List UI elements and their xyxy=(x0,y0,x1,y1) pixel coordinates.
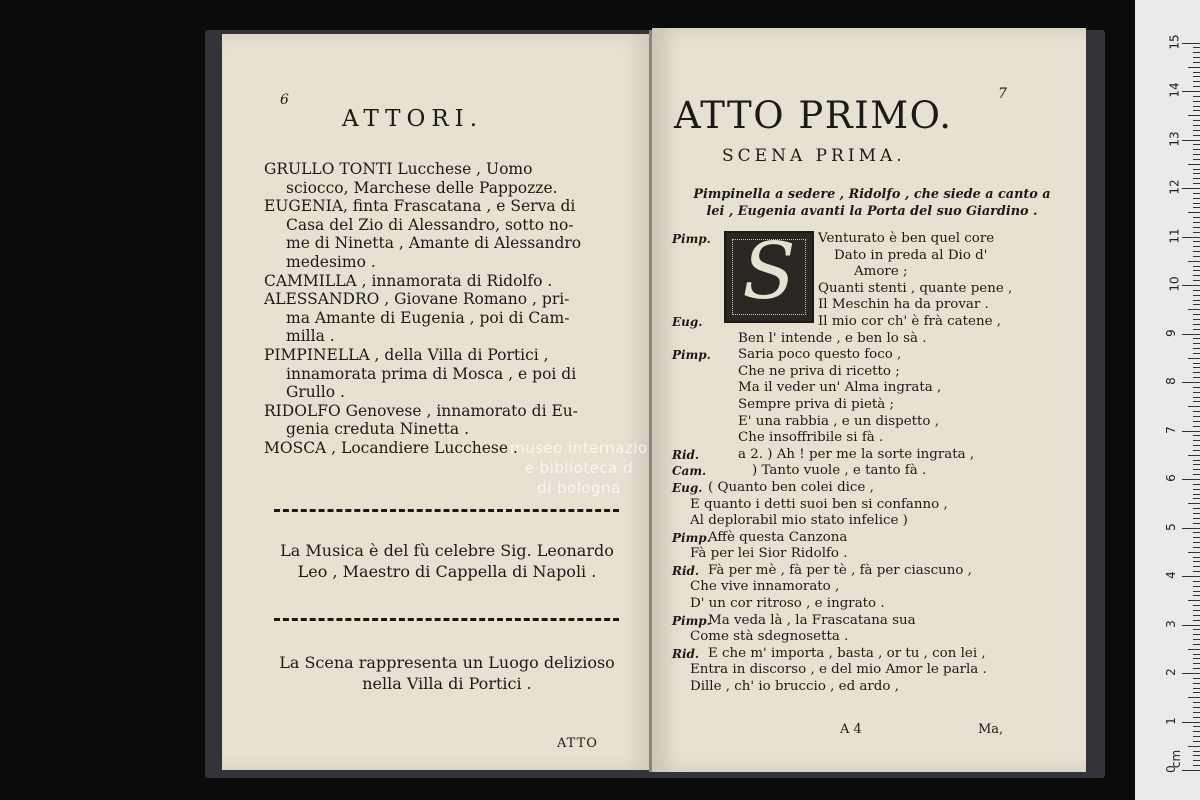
ruler-tick xyxy=(1188,164,1200,165)
ruler-tick xyxy=(1193,241,1200,242)
ruler-tick xyxy=(1193,702,1200,703)
ruler-tick xyxy=(1188,649,1200,650)
dialogue-line xyxy=(672,430,1072,447)
ruler-label: 14 xyxy=(1167,82,1182,98)
ruler-tick xyxy=(1193,426,1200,427)
ruler-tick xyxy=(1193,717,1200,718)
music-note-line: La Musica è del fù celebre Sig. Leonardo xyxy=(280,541,614,560)
ruler-tick xyxy=(1193,435,1200,436)
verse-text: Al deplorabil mio stato infelice ) xyxy=(690,513,908,529)
ruler-tick xyxy=(1193,658,1200,659)
cast-entry xyxy=(264,197,624,271)
measurement-ruler xyxy=(1135,0,1200,800)
ruler-tick xyxy=(1193,484,1200,485)
ruler-label: 8 xyxy=(1163,377,1178,385)
speaker-label: Rid. xyxy=(672,646,700,661)
ruler-tick xyxy=(1193,489,1200,490)
ruler-tick xyxy=(1193,692,1200,693)
verse-text: a 2. ) Ah ! per me la sorte ingrata , xyxy=(738,446,975,462)
ruler-tick xyxy=(1193,561,1200,562)
speaker-label xyxy=(672,380,738,397)
verse-text: Saria poco questo foco , xyxy=(738,347,902,363)
speaker-label: Eug. xyxy=(672,314,703,329)
ruler-tick xyxy=(1193,445,1200,446)
ruler-tick xyxy=(1193,173,1200,174)
ruler-tick xyxy=(1193,557,1200,558)
ruler-tick xyxy=(1193,72,1200,73)
ruler-label: 0 xyxy=(1163,765,1178,773)
ruler-tick xyxy=(1193,304,1200,305)
ruler-tick xyxy=(1193,57,1200,58)
ruler-tick xyxy=(1193,494,1200,495)
ruler-tick xyxy=(1193,629,1200,630)
ruler-tick xyxy=(1182,188,1200,189)
ruler-tick xyxy=(1193,726,1200,727)
ruler-tick xyxy=(1193,668,1200,669)
ruler-tick xyxy=(1193,663,1200,664)
ruler-tick xyxy=(1193,644,1200,645)
dialogue-line xyxy=(672,447,1072,464)
ruler-tick xyxy=(1193,464,1200,465)
verse-text: Quanti stenti , quante pene , xyxy=(818,280,1013,296)
speaker-label xyxy=(672,264,738,281)
cast-line: EUGENIA, finta Frascatana , e Serva di xyxy=(264,197,576,216)
dialogue-line xyxy=(672,613,1072,630)
cast-heading: ATTORI. xyxy=(342,106,484,132)
ruler-tick xyxy=(1188,261,1200,262)
verse-text: Ma il veder un' Alma ingrata , xyxy=(738,380,942,396)
speaker-label xyxy=(672,397,738,414)
ruler-tick xyxy=(1193,270,1200,271)
ruler-tick xyxy=(1182,722,1200,723)
verse-text: Amore ; xyxy=(854,264,908,280)
page-number-right: 7 xyxy=(998,86,1007,102)
catchword-left: ATTO xyxy=(557,736,598,751)
ruler-tick xyxy=(1193,154,1200,155)
watermark-line: museo internazio xyxy=(510,439,648,457)
ruler-label: 3 xyxy=(1163,619,1178,628)
cast-line: ALESSANDRO , Giovane Romano , pri- xyxy=(264,290,570,309)
ruler-tick xyxy=(1182,237,1200,238)
ruler-tick xyxy=(1193,183,1200,184)
speaker-label: Cam. xyxy=(672,464,707,479)
ruler-tick xyxy=(1193,348,1200,349)
ruler-tick xyxy=(1193,52,1200,53)
cast-entry xyxy=(264,290,624,346)
stage-direction-line: lei , Eugenia avanti la Porta del suo Giardino . xyxy=(706,204,1038,219)
watermark xyxy=(510,438,648,498)
speaker-label xyxy=(672,364,738,381)
ruler-tick xyxy=(1193,707,1200,708)
ruler-label: 9 xyxy=(1163,328,1178,337)
ruler-tick xyxy=(1193,275,1200,276)
right-page xyxy=(652,28,1086,772)
ruler-tick xyxy=(1193,198,1200,199)
scene-note-line: nella Villa di Portici . xyxy=(362,674,532,693)
ruler-tick xyxy=(1193,751,1200,752)
cast-line: me di Ninetta , Amante di Alessandro xyxy=(286,234,582,253)
ruler-tick xyxy=(1193,586,1200,587)
dialogue-line xyxy=(672,314,1072,331)
verse-text: Che vive innamorato , xyxy=(690,579,840,595)
ruler-tick xyxy=(1193,654,1200,655)
ruler-tick xyxy=(1193,591,1200,592)
dialogue-line xyxy=(672,629,1072,646)
ruler-tick xyxy=(1182,479,1200,480)
ornamental-rule xyxy=(274,509,619,512)
ruler-tick xyxy=(1193,416,1200,417)
music-note-line: Leo , Maestro di Cappella di Napoli . xyxy=(297,562,597,581)
speaker-label xyxy=(672,331,738,348)
ruler-tick xyxy=(1188,309,1200,310)
ruler-tick xyxy=(1193,149,1200,150)
ruler-tick xyxy=(1193,343,1200,344)
cast-line: RIDOLFO Genovese , innamorato di Eu- xyxy=(264,401,578,420)
watermark-line: e biblioteca d xyxy=(524,459,634,477)
ruler-tick xyxy=(1193,256,1200,257)
dialogue-line xyxy=(672,264,1072,281)
dialogue-line xyxy=(672,364,1072,381)
ruler-tick xyxy=(1193,387,1200,388)
ruler-tick xyxy=(1193,741,1200,742)
dialogue-line xyxy=(672,297,1072,314)
ruler-tick xyxy=(1193,106,1200,107)
verse-text: D' un cor ritroso , e ingrato . xyxy=(690,596,885,612)
ruler-label: 5 xyxy=(1163,522,1178,531)
dialogue-line xyxy=(672,463,1072,480)
cast-list xyxy=(264,160,624,458)
ruler-tick xyxy=(1193,319,1200,320)
signature-mark: A 4 xyxy=(840,722,862,737)
ruler-tick xyxy=(1188,503,1200,504)
dialogue-line xyxy=(672,546,1072,563)
stage-direction-line: Pimpinella a sedere , Ridolfo , che siede a canto a xyxy=(693,187,1051,202)
ruler-tick xyxy=(1193,338,1200,339)
ruler-tick xyxy=(1193,101,1200,102)
ruler-tick xyxy=(1193,411,1200,412)
ruler-label: 2 xyxy=(1163,668,1178,676)
ruler-unit: cm xyxy=(1169,749,1184,769)
verse-text: Che ne priva di ricetto ; xyxy=(738,363,900,379)
ruler-tick xyxy=(1193,523,1200,524)
verse-text: ( Quanto ben colei dice , xyxy=(708,479,874,495)
ruler-label: 15 xyxy=(1167,33,1182,50)
ruler-tick xyxy=(1193,518,1200,519)
cast-entry xyxy=(264,346,624,402)
ruler-tick xyxy=(1182,673,1200,674)
act-heading: ATTO PRIMO. xyxy=(674,94,953,137)
ruler-tick xyxy=(1193,508,1200,509)
speaker-label: Pimp. xyxy=(672,613,711,628)
ruler-label: 1 xyxy=(1163,716,1178,725)
ruler-tick xyxy=(1193,469,1200,470)
ruler-tick xyxy=(1193,421,1200,422)
ruler-tick xyxy=(1193,731,1200,732)
ruler-tick xyxy=(1193,207,1200,208)
ruler-tick xyxy=(1193,460,1200,461)
cast-entry xyxy=(264,402,624,439)
ruler-tick xyxy=(1193,144,1200,145)
dialogue-line xyxy=(672,679,1072,696)
ruler-tick xyxy=(1193,610,1200,611)
ruler-tick xyxy=(1182,91,1200,92)
dialogue-block xyxy=(672,231,1072,696)
verse-text: Che insoffribile si fà . xyxy=(738,430,884,446)
ruler-tick xyxy=(1193,222,1200,223)
ruler-tick xyxy=(1193,634,1200,635)
ruler-tick xyxy=(1193,125,1200,126)
speaker-label xyxy=(672,297,738,314)
ruler-tick xyxy=(1182,625,1200,626)
ruler-tick xyxy=(1193,765,1200,766)
ruler-tick xyxy=(1193,232,1200,233)
ruler-tick xyxy=(1193,76,1200,77)
dialogue-line xyxy=(672,331,1072,348)
speaker-label: Pimp. xyxy=(672,232,711,246)
page-number-left: 6 xyxy=(280,92,289,108)
speaker-label xyxy=(672,414,738,431)
ruler-tick xyxy=(1182,140,1200,141)
ruler-tick xyxy=(1193,353,1200,354)
ruler-tick xyxy=(1193,571,1200,572)
ruler-tick xyxy=(1188,455,1200,456)
ruler-tick xyxy=(1193,377,1200,378)
ruler-tick xyxy=(1193,367,1200,368)
verse-text: ) Tanto vuole , e tanto fà . xyxy=(752,463,927,479)
ruler-tick xyxy=(1193,169,1200,170)
dialogue-line xyxy=(672,347,1072,364)
cast-entry xyxy=(264,272,624,291)
cast-line: ma Amante di Eugenia , poi di Cam- xyxy=(286,308,570,327)
ruler-tick xyxy=(1193,678,1200,679)
ruler-tick xyxy=(1188,746,1200,747)
dialogue-line xyxy=(672,662,1072,679)
ruler-tick xyxy=(1193,178,1200,179)
ruler-tick xyxy=(1193,566,1200,567)
dialogue-line xyxy=(672,480,1072,497)
watermark-line: di bologna xyxy=(536,479,621,497)
ruler-tick xyxy=(1188,697,1200,698)
dialogue-line xyxy=(672,397,1072,414)
ruler-tick xyxy=(1193,595,1200,596)
left-page xyxy=(222,34,652,770)
ruler-tick xyxy=(1193,397,1200,398)
verse-text: Entra in discorso , e del mio Amor le parla . xyxy=(690,662,987,678)
scene-heading: SCENA PRIMA. xyxy=(722,146,906,166)
ornamental-rule xyxy=(274,618,619,621)
ruler-tick xyxy=(1193,295,1200,296)
speaker-label: Rid. xyxy=(672,563,700,578)
ruler-tick xyxy=(1193,62,1200,63)
ruler-tick xyxy=(1193,498,1200,499)
verse-text: E che m' importa , basta , or tu , con lei , xyxy=(708,645,986,661)
ruler-tick xyxy=(1193,159,1200,160)
ruler-tick xyxy=(1193,290,1200,291)
ruler-tick xyxy=(1193,532,1200,533)
ruler-label: 6 xyxy=(1163,474,1178,482)
verse-text: Venturato è ben quel core xyxy=(818,231,995,246)
ruler-tick xyxy=(1193,736,1200,737)
ruler-tick xyxy=(1193,300,1200,301)
dialogue-line xyxy=(672,281,1072,298)
ruler-tick xyxy=(1193,683,1200,684)
ruler-tick xyxy=(1193,251,1200,252)
ruler-tick xyxy=(1188,115,1200,116)
verse-text: Dille , ch' io bruccio , ed ardo , xyxy=(690,679,899,695)
cast-line: sciocco, Marchese delle Pappozze. xyxy=(286,178,558,197)
ruler-label: 13 xyxy=(1167,130,1182,147)
ruler-tick xyxy=(1193,135,1200,136)
verse-text: Come stà sdegnosetta . xyxy=(690,629,849,645)
ruler-tick xyxy=(1193,86,1200,87)
ruler-tick xyxy=(1193,120,1200,121)
ruler-tick xyxy=(1182,576,1200,577)
dialogue-line xyxy=(672,530,1072,547)
dialogue-line xyxy=(672,513,1072,530)
ruler-tick xyxy=(1182,431,1200,432)
verse-text: Ben l' intende , e ben lo sà . xyxy=(738,330,927,346)
ruler-label: 7 xyxy=(1163,425,1178,434)
ruler-tick xyxy=(1193,217,1200,218)
ruler-tick xyxy=(1182,334,1200,335)
verse-text: E quanto i detti suoi ben si confanno , xyxy=(690,496,948,512)
ruler-tick xyxy=(1193,760,1200,761)
ruler-tick xyxy=(1193,547,1200,548)
ruler-tick xyxy=(1193,605,1200,606)
ruler-tick xyxy=(1193,329,1200,330)
ruler-tick xyxy=(1193,314,1200,315)
cast-line: milla . xyxy=(286,327,335,346)
speaker-label: Eug. xyxy=(672,480,703,495)
ruler-tick xyxy=(1193,193,1200,194)
ruler-tick xyxy=(1182,43,1200,44)
ruler-tick xyxy=(1193,542,1200,543)
verse-text: Il Meschin ha da provar . xyxy=(818,297,989,313)
speaker-label xyxy=(672,281,738,298)
ruler-tick xyxy=(1182,285,1200,286)
speaker-label: Pimp. xyxy=(672,348,711,363)
stage-direction xyxy=(672,186,1072,220)
speaker-label: Rid. xyxy=(672,447,700,462)
speaker-label xyxy=(672,248,738,265)
ruler-tick xyxy=(1193,620,1200,621)
ruler-tick xyxy=(1182,528,1200,529)
ruler-tick xyxy=(1182,382,1200,383)
verse-text: Ma veda là , la Frascatana sua xyxy=(708,612,916,628)
ruler-tick xyxy=(1193,280,1200,281)
dialogue-line xyxy=(672,380,1072,397)
verse-text: E' una rabbia , e un dispetto , xyxy=(738,413,940,429)
speaker-label xyxy=(672,430,738,447)
cast-line: genia creduta Ninetta . xyxy=(286,420,469,439)
ruler-tick xyxy=(1193,688,1200,689)
verse-text: Sempre priva di pietà ; xyxy=(738,396,895,412)
verse-text: Fà per mè , fà per tè , fà per ciascuno , xyxy=(708,562,972,578)
verse-text: Dato in preda al Dio d' xyxy=(834,247,988,263)
cast-line: GRULLO TONTI Lucchese , Uomo xyxy=(264,160,533,178)
cast-line: CAMMILLA , innamorata di Ridolfo . xyxy=(264,271,553,290)
ruler-tick xyxy=(1193,615,1200,616)
speaker-label: Pimp. xyxy=(672,530,711,545)
ruler-tick xyxy=(1193,227,1200,228)
ruler-tick xyxy=(1193,537,1200,538)
dialogue-line xyxy=(672,563,1072,580)
dialogue-line xyxy=(672,248,1072,265)
ruler-tick xyxy=(1193,266,1200,267)
ruler-tick xyxy=(1193,401,1200,402)
ruler-tick xyxy=(1193,581,1200,582)
verse-text: Il mio cor ch' è frà catene , xyxy=(818,313,1002,329)
ruler-tick xyxy=(1193,110,1200,111)
dialogue-line xyxy=(672,497,1072,514)
ruler-tick xyxy=(1193,450,1200,451)
catchword-right: Ma, xyxy=(978,722,1004,737)
ruler-label: 10 xyxy=(1167,276,1182,292)
ruler-tick xyxy=(1193,246,1200,247)
ruler-tick xyxy=(1188,67,1200,68)
ruler-tick xyxy=(1193,474,1200,475)
cast-line: innamorata prima di Mosca , e poi di xyxy=(286,364,577,383)
scene-note xyxy=(262,652,632,694)
ruler-tick xyxy=(1193,47,1200,48)
ruler-tick xyxy=(1188,358,1200,359)
ruler-tick xyxy=(1193,324,1200,325)
dialogue-line xyxy=(672,414,1072,431)
ruler-tick xyxy=(1193,372,1200,373)
scene-note-line: La Scena rappresenta un Luogo delizioso xyxy=(279,653,615,672)
dialogue-line xyxy=(672,646,1072,663)
dialogue-line xyxy=(672,579,1072,596)
ruler-label: 11 xyxy=(1167,227,1182,244)
ruler-tick xyxy=(1188,552,1200,553)
ruler-tick xyxy=(1193,513,1200,514)
ruler-tick xyxy=(1193,203,1200,204)
ruler-tick xyxy=(1193,81,1200,82)
ruler-label: 4 xyxy=(1163,571,1178,579)
cast-line: Casa del Zio di Alessandro, sotto no- xyxy=(286,215,574,234)
ruler-tick xyxy=(1193,96,1200,97)
dialogue-line xyxy=(672,596,1072,613)
ruler-tick xyxy=(1193,755,1200,756)
ruler-tick xyxy=(1188,212,1200,213)
cast-line: MOSCA , Locandiere Lucchese . xyxy=(264,438,518,457)
ruler-tick xyxy=(1193,440,1200,441)
cast-line: medesimo . xyxy=(286,252,376,271)
ruler-label: 12 xyxy=(1167,179,1182,195)
verse-text: Affè questa Canzona xyxy=(708,529,848,545)
ruler-tick xyxy=(1193,363,1200,364)
dialogue-line xyxy=(672,231,1072,248)
ruler-tick xyxy=(1182,770,1200,771)
ruler-tick xyxy=(1193,639,1200,640)
decorated-initial-letter: S xyxy=(742,227,796,317)
ruler-tick xyxy=(1188,600,1200,601)
ruler-tick xyxy=(1188,406,1200,407)
ruler-tick xyxy=(1193,392,1200,393)
verse-text: Fà per lei Sior Ridolfo . xyxy=(690,546,848,562)
cast-line: PIMPINELLA , della Villa di Portici , xyxy=(264,345,549,364)
music-note xyxy=(262,540,632,582)
ruler-tick xyxy=(1193,130,1200,131)
cast-entry xyxy=(264,160,624,197)
ruler-tick xyxy=(1193,712,1200,713)
cast-line: Grullo . xyxy=(286,383,345,402)
